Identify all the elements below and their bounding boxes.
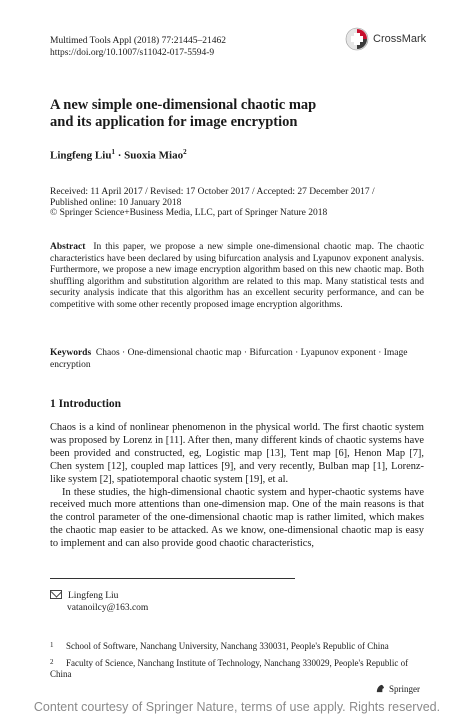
paper-title	[50, 97, 430, 131]
affiliation-2	[50, 657, 430, 680]
section-heading: 1 Introduction	[50, 398, 122, 410]
springer-logo	[375, 683, 420, 694]
keywords	[50, 348, 424, 371]
history-line: Received: 11 April 2017 / Revised: 17 October 2017 / Accepted: 27 December 2017 /	[50, 187, 375, 197]
history-line: Published online: 10 January 2018	[50, 197, 182, 208]
crossmark-badge[interactable]	[345, 26, 430, 52]
journal-citation: Multimed Tools Appl (2018) 77:21445–21462	[50, 36, 226, 46]
springer-horse-icon	[375, 683, 386, 694]
body-text	[50, 422, 424, 551]
affiliation-marker: 2	[183, 148, 187, 156]
affiliation-text: Faculty of Science, Nanchang Institute of Technology, Nanchang 330029, People's Republic of China	[50, 658, 409, 679]
abstract-heading: Abstract	[50, 242, 86, 252]
title-line-1: A new simple one-dimensional chaotic map	[50, 97, 317, 113]
author-separator: ·	[114, 149, 125, 162]
publication-history	[50, 187, 430, 219]
paragraph: Chaos is a kind of nonlinear phenomenon in the physical world. The first chaotic system was proposed by Lorenz in [11]. After then, many different kinds of chaotic systems have been provided and constructed, eg, Logistic map [13], Tent map [6], Henon Map [7], Chen system [12], coupled map lattices [9], and very recently, Bulban map [1], Lorenz-like system [2], spatiotemporal chaotic system [19], et al.	[50, 422, 424, 485]
keywords-text: Chaos · One-dimensional chaotic map · Bifurcation · Lyapunov exponent · Image encryption	[50, 348, 408, 370]
author-name: Lingfeng Liu	[50, 149, 112, 162]
journal-info	[50, 35, 226, 59]
affiliation-text: School of Software, Nanchang University, Nanchang 330031, People's Republic of China	[66, 641, 389, 651]
paragraph: In these studies, the high-dimensional chaotic system and hyper-chaotic systems have received much more attentions than one-dimension map. One of the main reasons is that the control parameter of the one-dimensional chaotic map is rather limited, which makes the chaotic map easier to be attacked. As we know, one-dimensional chaotic map is easy to implement and can also provide good chaotic characteristics,	[50, 486, 424, 550]
crossmark-label: CrossMark	[373, 33, 427, 45]
springer-wordmark: Springer	[389, 683, 420, 694]
affiliation-1	[50, 640, 430, 652]
footnote-divider	[50, 578, 295, 579]
crossmark-icon	[345, 27, 369, 51]
keywords-heading: Keywords	[50, 348, 92, 358]
doi-link[interactable]: https://doi.org/10.1007/s11042-017-5594-9	[50, 48, 215, 58]
corr-author-name: Lingfeng Liu	[68, 591, 119, 601]
affiliation-marker: 1	[111, 148, 115, 156]
courtesy-watermark: Content courtesy of Springer Nature, terms of use apply. Rights reserved.	[33, 700, 441, 714]
author-name: Suoxia Miao	[124, 149, 184, 162]
corresponding-author	[50, 590, 148, 614]
author-list	[50, 148, 187, 162]
affiliation-number: 2	[50, 658, 54, 666]
corr-author-email[interactable]: vatanoilcy@163.com	[67, 603, 149, 613]
affiliation-number: 1	[50, 641, 54, 649]
title-line-2: and its application for image encryption	[50, 114, 298, 130]
envelope-icon	[50, 590, 62, 599]
abstract	[50, 242, 424, 312]
copyright-line: © Springer Science+Business Media, LLC, part of Springer Nature 2018	[50, 208, 328, 218]
abstract-text: In this paper, we propose a new simple one-dimensional chaotic map. The chaotic characteristics have been declared by using bifurcation analysis and Lyapunov exponent analysis. Furthermore, we propose a new image encryption algorithm based on this new chaotic map. Both shuffling algorithm and substitution algorithm are related to this map. Many statistical tests and security analysis indicate that this algorithm has an excellent security performance, and can be competitive with some other recently proposed image encryption algorithms.	[50, 242, 425, 310]
